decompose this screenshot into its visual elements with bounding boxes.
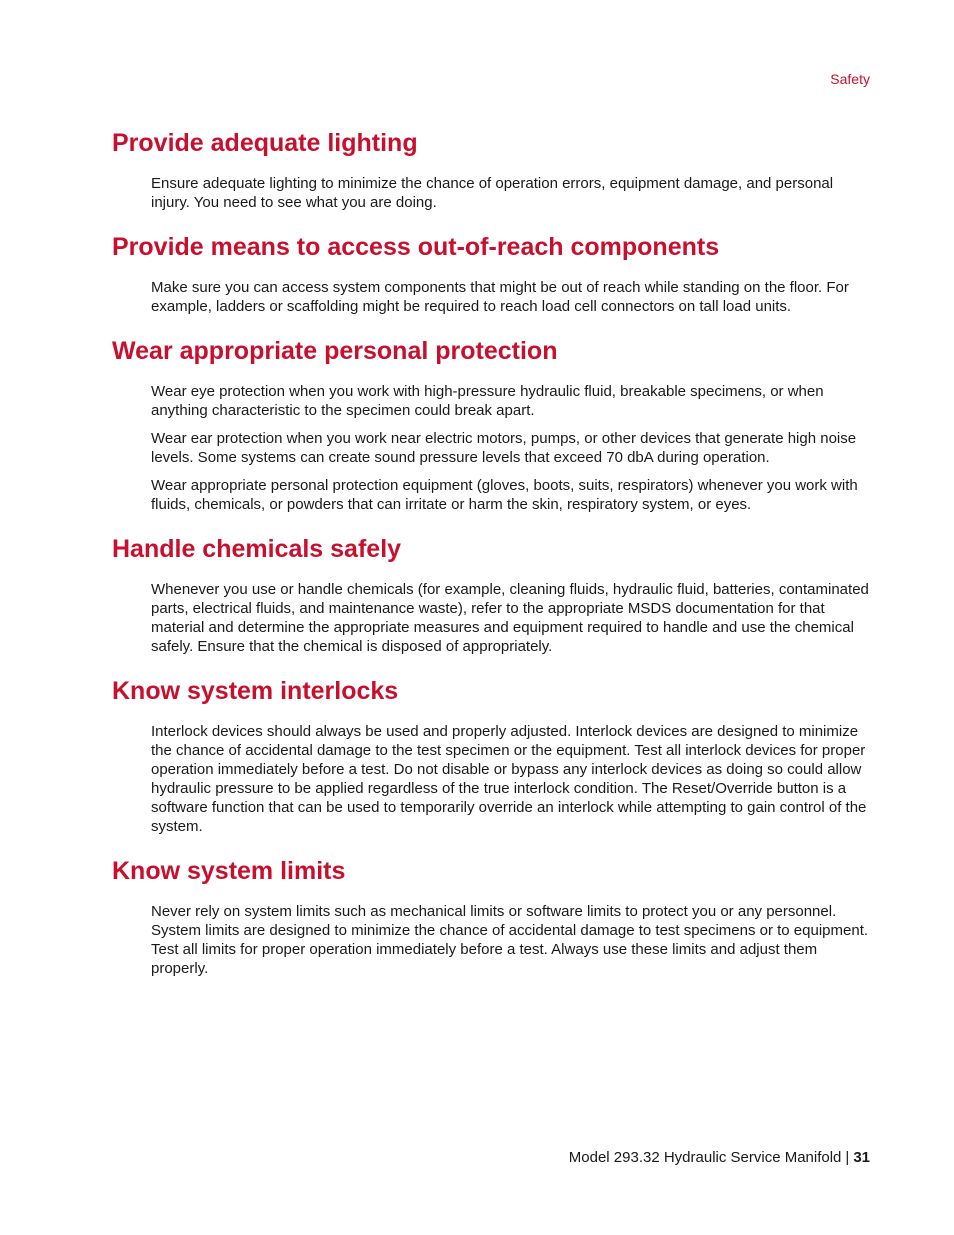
section-heading: Know system limits: [112, 857, 346, 885]
section-system-interlocks: [112, 674, 872, 836]
section-handle-chemicals: [112, 532, 872, 656]
page-footer: [569, 1149, 870, 1166]
section-heading: Wear appropriate personal protection: [112, 337, 558, 365]
section-body: [151, 902, 871, 978]
page-content: [112, 126, 872, 987]
section-body: [151, 722, 871, 836]
section-body: [151, 382, 871, 514]
paragraph: Wear appropriate personal protection equipment (gloves, boots, suits, respirators) whenever you work with fluids, chemicals, or powders that can irritate or harm the skin, respiratory system, or eyes.: [151, 477, 858, 513]
paragraph: Wear ear protection when you work near electric motors, pumps, or other devices that generate high noise levels. Some systems can create sound pressure levels that exceed 70 dbA during operation.: [151, 430, 857, 466]
section-body: [151, 580, 871, 656]
section-heading: Handle chemicals safely: [112, 535, 402, 563]
section-out-of-reach-components: [112, 230, 872, 316]
page-number: 31: [853, 1149, 870, 1166]
section-body: [151, 174, 871, 212]
paragraph: Interlock devices should always be used and properly adjusted. Interlock devices are designed to minimize the chance of accidental damage to the test specimen or the equipment. Test all interlock devices for proper operation immediately before a test. Do not disable or bypass any interlock devices as doing so could allow hydraulic pressure to be applied regardless of the true interlock condition. The Reset/Override button is a software function that can be used to temporarily override an interlock while attempting to gain control of the system.: [151, 723, 867, 835]
section-adequate-lighting: [112, 126, 872, 212]
running-header-chapter: Safety: [830, 71, 870, 87]
section-personal-protection: [112, 334, 872, 514]
footer-separator: |: [845, 1149, 850, 1166]
section-system-limits: [112, 854, 872, 978]
paragraph: Wear eye protection when you work with high-pressure hydraulic fluid, breakable specimens, or when anything characteristic to the specimen could break apart.: [151, 383, 824, 419]
paragraph: Never rely on system limits such as mechanical limits or software limits to protect you or any personnel. System limits are designed to minimize the chance of accidental damage to test specimens or to equipment. Test all limits for proper operation immediately before a test. Always use these limits and adjust them properly.: [151, 903, 869, 977]
footer-document-title: Model 293.32 Hydraulic Service Manifold: [568, 1149, 842, 1166]
paragraph: Ensure adequate lighting to minimize the chance of operation errors, equipment damage, and personal injury. You need to see what you are doing.: [151, 175, 834, 211]
section-heading: Provide means to access out-of-reach components: [112, 233, 720, 261]
section-heading: Provide adequate lighting: [112, 129, 418, 157]
paragraph: Make sure you can access system components that might be out of reach while standing on the floor. For example, ladders or scaffolding might be required to reach load cell connectors on tall load units.: [151, 279, 849, 315]
section-heading: Know system interlocks: [112, 677, 399, 705]
section-body: [151, 278, 871, 316]
paragraph: Whenever you use or handle chemicals (for example, cleaning fluids, hydraulic fluid, batteries, contaminated parts, electrical fluids, and maintenance waste), refer to the appropriate MSDS documentation for that material and determine the appropriate measures and equipment required to handle and use the chemical safely. Ensure that the chemical is disposed of appropriately.: [151, 581, 869, 655]
